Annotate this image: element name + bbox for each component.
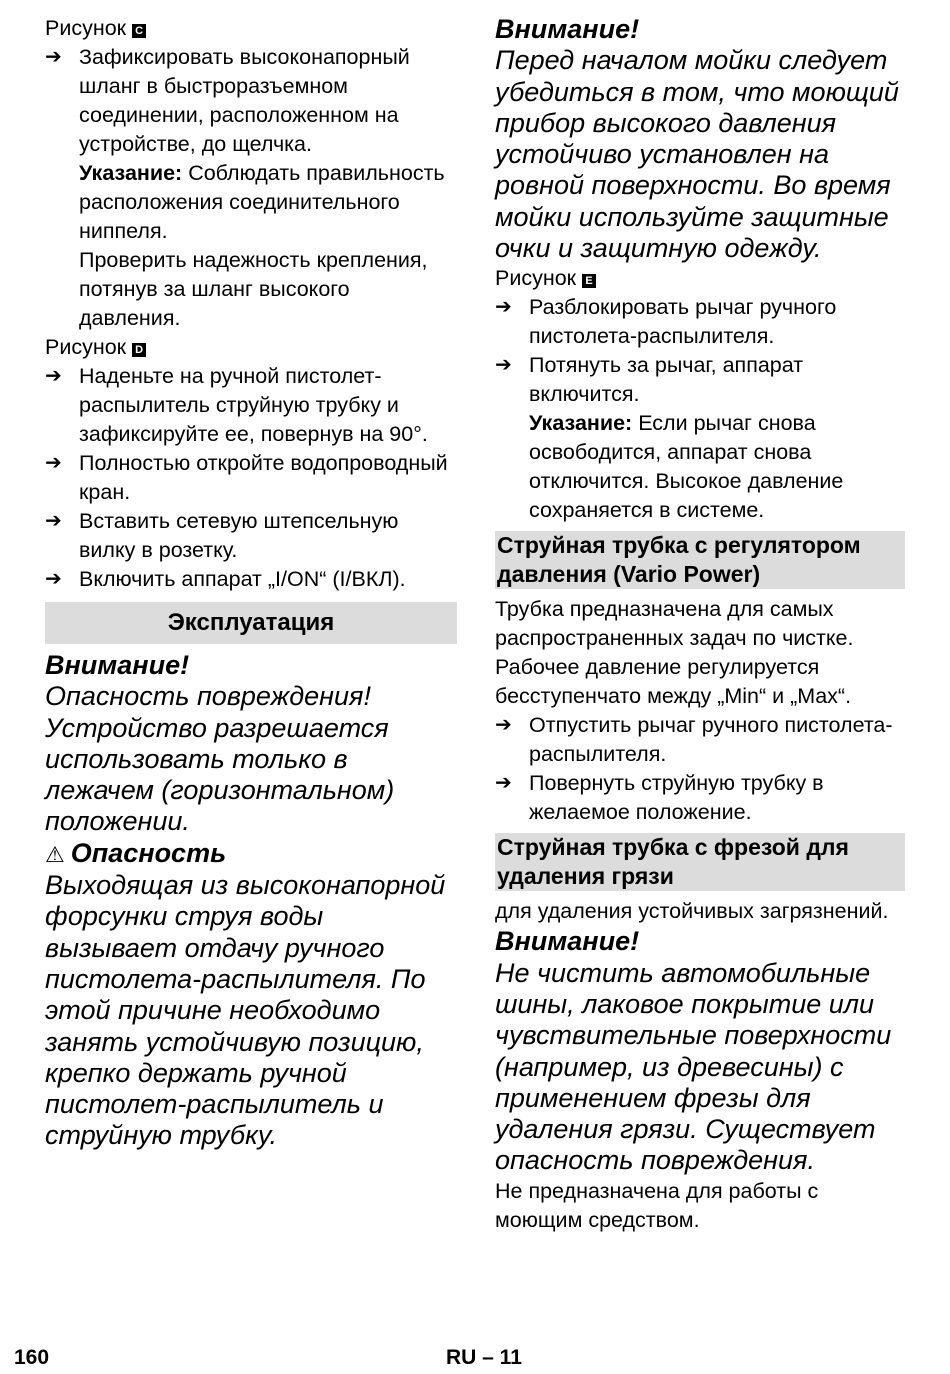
page-number: 160	[14, 1346, 50, 1369]
instruction-step: ➔ Наденьте на ручной пистолет-распылитель струйную трубку и зафиксируйте ее, повернув на 90°.	[45, 364, 428, 446]
note-label: Указание:	[79, 161, 183, 185]
warning-title: Внимание!	[495, 14, 640, 44]
note: Указание: Если рычаг снова освободится, аппарат снова отключится. Высокое давление сохраняется в системе.	[529, 411, 844, 523]
warning-triangle-icon: ⚠	[45, 841, 65, 867]
section-text: Трубка предназначена для самых распространенных задач по чистке. Рабочее давление регулируется бесступенчато между „Min“ и „Max“.	[495, 597, 854, 709]
figure-label: Рисунок	[495, 266, 577, 291]
arrow-right-icon: ➔	[45, 452, 62, 474]
warning-title: Внимание!	[495, 926, 640, 957]
warning-title: Внимание!	[45, 650, 190, 680]
arrow-right-icon: ➔	[495, 354, 512, 377]
arrow-right-icon: ➔	[495, 772, 512, 795]
arrow-right-icon: ➔	[495, 296, 512, 319]
instruction-step: ➔ Отпустить рычаг ручного пистолета-распылителя.	[495, 713, 893, 767]
arrow-right-icon: ➔	[45, 365, 62, 387]
figure-c-reference	[45, 14, 457, 43]
arrow-right-icon: ➔	[495, 714, 512, 737]
figure-letter-badge: E	[582, 274, 596, 288]
danger-text: Выходящая из высоконапорной форсунки струя воды вызывает отдачу ручного пистолета-распылителя. По этой причине необходимо занять устойчивую позицию, крепко держать ручной пистолет-распылитель и струйную трубку.	[45, 870, 446, 1151]
instruction-step: ➔ Повернуть струйную трубку в желаемое положение.	[495, 771, 824, 825]
left-column	[45, 14, 457, 1152]
section-text: для удаления устойчивых загрязнений.	[495, 899, 889, 924]
arrow-right-icon: ➔	[45, 568, 62, 590]
instruction-step: ➔ Вставить сетевую штепсельную вилку в розетку.	[45, 509, 399, 562]
closing-text: Не предназначена для работы с моющим средством.	[495, 1178, 819, 1232]
figure-label: Рисунок	[45, 335, 127, 359]
instruction-step: ➔ Потянуть за рычаг, аппарат включится.	[495, 353, 804, 407]
section-heading-vario-power: Струйная трубка с регулятором давления (Vario Power)	[495, 531, 905, 589]
page-label: RU – 11	[446, 1346, 522, 1369]
figure-letter-badge: D	[132, 343, 146, 357]
right-column	[495, 14, 905, 1235]
instruction-step: ➔ Зафиксировать высоконапорный шланг в быстроразъемном соединении, расположенном на устройстве, до щелчка.	[45, 45, 410, 156]
section-heading-operation: Эксплуатация	[45, 602, 457, 644]
figure-e-reference	[495, 264, 905, 293]
note-label: Указание:	[529, 411, 633, 436]
instruction-step: ➔ Полностью откройте водопроводный кран.	[45, 451, 448, 504]
arrow-right-icon: ➔	[45, 510, 62, 532]
note: Указание: Соблюдать правильность расположения соединительного ниппеля.	[79, 161, 445, 243]
note-text: Проверить надежность крепления, потянув за шланг высокого давления.	[79, 248, 428, 330]
warning-text: Не чистить автомобильные шины, лаковое покрытие или чувствительные поверхности (например, из древесины) с применением фрезы для удаления грязи. Существует опасность повреждения.	[495, 957, 892, 1176]
figure-d-reference	[45, 333, 457, 362]
section-heading-dirt-blaster: Струйная трубка с фрезой для удаления грязи	[495, 833, 905, 891]
figure-letter-badge: C	[132, 24, 146, 38]
arrow-right-icon: ➔	[45, 46, 62, 68]
figure-label: Рисунок	[45, 16, 127, 40]
instruction-step: ➔ Включить аппарат „I/ON“ (I/ВКЛ).	[45, 565, 457, 594]
warning-text: Опасность повреждения! Устройство разрешается использовать только в лежачем (горизонтальном) положении.	[45, 681, 395, 837]
warning-text: Перед началом мойки следует убедиться в том, что моющий прибор высокого давления устойчиво установлен на ровной поверхности. Во время мойки используйте защитные очки и защитную одежду.	[495, 45, 899, 264]
danger-heading: ⚠ Опасность	[45, 838, 457, 870]
instruction-step: ➔ Разблокировать рычаг ручного пистолета-распылителя.	[495, 295, 837, 349]
